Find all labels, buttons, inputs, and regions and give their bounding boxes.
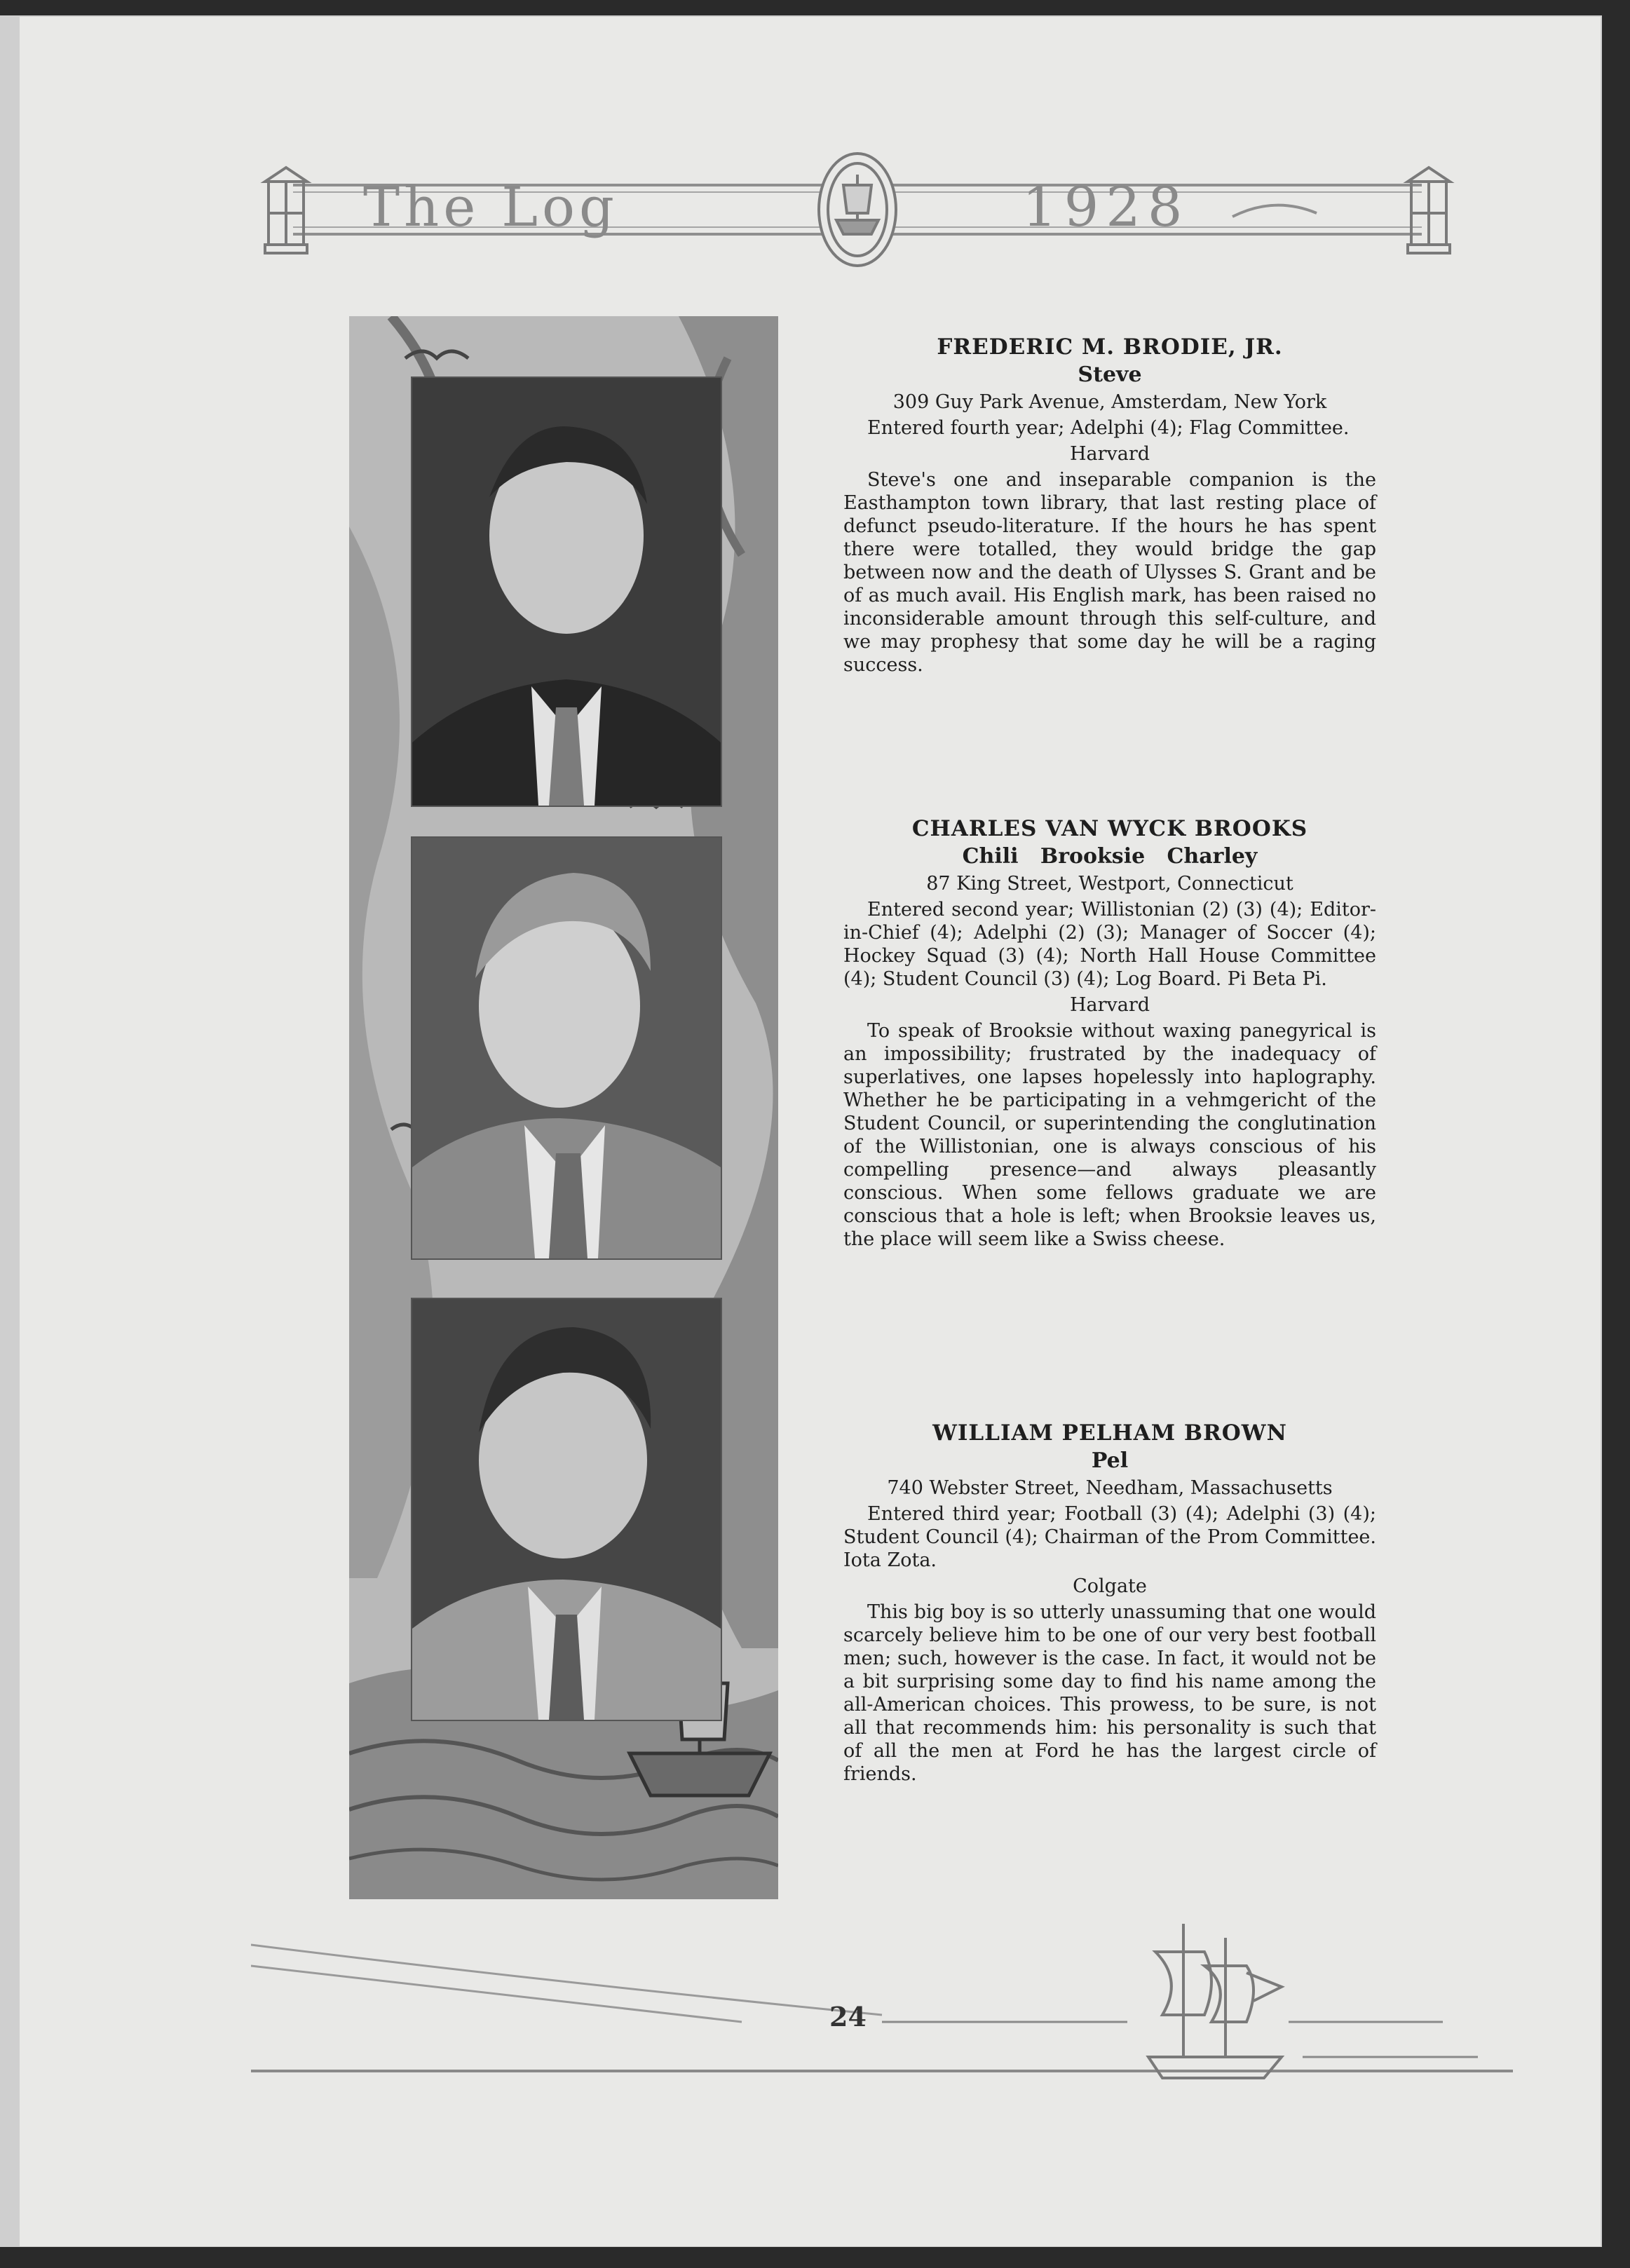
- student-bio: This big boy is so utterly unassuming that one would scarcely believe him to be one of our very best football men; such, however is the case. In fact, it would not be a bit surprising some day to find his name among the all-American choices. This prowess, to be sure, is not all that recommends him: his personality is such that of all the men at Ford he has the largest circle of friends.: [843, 1601, 1376, 1785]
- scan-edge-bottom: [0, 2247, 1630, 2268]
- yearbook-page: [20, 17, 1601, 2246]
- student-bio: Steve's one and inseparable companion is the Easthampton town library, that last resting place of defunct pseudo-literature. If the hours he has spent there were totalled, they would bridge the gap between now and the death of Ulysses S. Grant and be of as much avail. His English mark, has been raised no inconsiderable amount through this self-culture, and we may prophesy that some day he will be a raging success.: [843, 469, 1376, 676]
- header-title-right: 1928: [1022, 176, 1190, 239]
- student-college: Colgate: [1073, 1575, 1147, 1597]
- portrait-photo-brodie: [412, 378, 721, 806]
- page-number: 24: [829, 2001, 867, 2032]
- person-silhouette-icon: [412, 838, 721, 1258]
- student-college: Harvard: [1069, 994, 1150, 1016]
- student-nickname: Pel: [1091, 1448, 1129, 1473]
- student-record: Entered third year; Football (3) (4); Adelphi (3) (4); Student Council (4); Chairman of the Prom Committee. Iota Zota.: [843, 1503, 1376, 1571]
- student-nickname: Steve: [1078, 362, 1142, 387]
- student-address: 87 King Street, Westport, Connecticut: [926, 873, 1293, 895]
- scan-edge-right: [1602, 0, 1630, 2268]
- sea-horizon-ornament: [251, 1910, 1513, 2092]
- portrait-photo-brooks: [412, 838, 721, 1258]
- student-record: Entered second year; Willistonian (2) (3) (4); Editor-in-Chief (4); Adelphi (2) (3); Manager of Soccer (4); Hockey Squad (3) (4); North Hall House Committee (4); Student Council (3) (4); Log Board. Pi Beta Pi.: [843, 899, 1376, 990]
- sailing-ship-icon: [1148, 1924, 1282, 2078]
- student-bio: To speak of Brooksie without waxing panegyrical is an impossibility; frustrated by the inadequacy of superlatives, one lapses hopelessly into haplography. Whether he be participating in a vehmgericht of the Student Council, or superintending the conglutination of the Willistonian, one is always conscious of his compelling presence—and always pleasantly conscious. When some fellows graduate we are conscious that a hole is left; when Brooksie leaves us, the place will seem like a Swiss cheese.: [843, 1020, 1376, 1250]
- lantern-right-icon: [1408, 168, 1450, 253]
- student-name: CHARLES VAN WYCK BROOKS: [911, 816, 1308, 841]
- senior-entry: [843, 336, 1376, 677]
- ship-medallion-icon: [819, 154, 896, 266]
- lantern-left-icon: [265, 168, 307, 253]
- person-silhouette-icon: [412, 1299, 721, 1720]
- page-footer-ornament: [251, 1910, 1513, 2092]
- senior-entry: [843, 1422, 1376, 1786]
- student-name: FREDERIC M. BRODIE, JR.: [937, 334, 1283, 360]
- person-silhouette-icon: [412, 378, 721, 806]
- student-record: Entered fourth year; Adelphi (4); Flag Committee.: [867, 417, 1350, 439]
- header-ornament: [251, 143, 1464, 283]
- header-title-left: The Log: [363, 176, 618, 239]
- student-name: WILLIAM PELHAM BROWN: [932, 1420, 1287, 1446]
- page-header-banner: [251, 143, 1464, 283]
- senior-entry: [843, 817, 1376, 1251]
- student-address: 740 Webster Street, Needham, Massachusetts: [887, 1477, 1333, 1499]
- student-college: Harvard: [1069, 443, 1150, 465]
- scan-edge-top: [0, 0, 1630, 15]
- student-address: 309 Guy Park Avenue, Amsterdam, New York: [892, 391, 1327, 413]
- portrait-photo-brown: [412, 1299, 721, 1720]
- student-nickname: Chili Brooksie Charley: [962, 844, 1258, 869]
- portrait-strip: [349, 316, 778, 1899]
